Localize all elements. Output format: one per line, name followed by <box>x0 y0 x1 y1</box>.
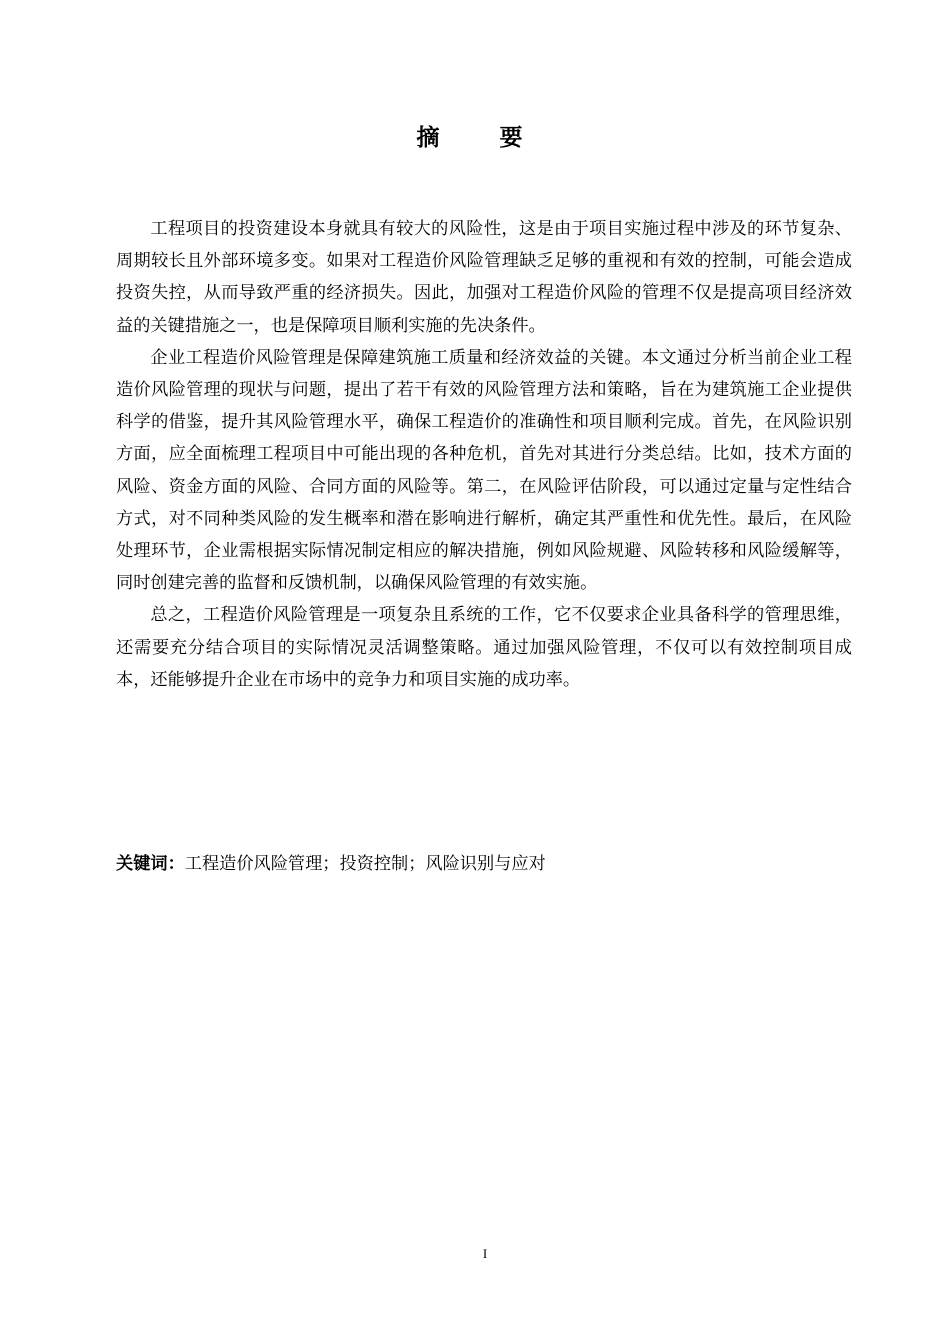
abstract-paragraph-2: 企业工程造价风险管理是保障建筑施工质量和经济效益的关键。本文通过分析当前企业工程造价风险管理的现状与问题，提出了若干有效的风险管理方法和策略，旨在为建筑施工企业提供科学的借鉴，提升其风险管理水平，确保工程造价的准确性和项目顺利完成。首先，在风险识别方面，应全面梳理工程项目中可能出现的各种危机，首先对其进行分类总结。比如，技术方面的风险、资金方面的风险、合同方面的风险等。第二，在风险评估阶段，可以通过定量与定性结合方式，对不同种类风险的发生概率和潜在影响进行解析，确定其严重性和优先性。最后，在风险处理环节，企业需根据实际情况制定相应的解决措施，例如风险规避、风险转移和风险缓解等，同时创建完善的监督和反馈机制，以确保风险管理的有效实施。 <box>116 347 852 594</box>
abstract-body <box>116 213 852 696</box>
keywords-label: 关键词： <box>116 854 185 874</box>
abstract-paragraph-1: 工程项目的投资建设本身就具有较大的风险性，这是由于项目实施过程中涉及的环节复杂、周期较长且外部环境多变。如果对工程造价风险管理缺乏足够的重视和有效的控制，可能会造成投资失控，从而导致严重的经济损失。因此，加强对工程造价风险的管理不仅是提高项目经济效益的关键措施之一，也是保障项目顺利实施的先决条件。 <box>116 219 852 336</box>
keywords-value: 工程造价风险管理；投资控制；风险识别与应对 <box>184 854 546 874</box>
page-number: I <box>482 1246 488 1261</box>
abstract-title: 摘 要 <box>416 125 549 151</box>
abstract-paragraph-3: 总之，工程造价风险管理是一项复杂且系统的工作，它不仅要求企业具备科学的管理思维，还需要充分结合项目的实际情况灵活调整策略。通过加强风险管理，不仅可以有效控制项目成本，还能够提升企业在市场中的竞争力和项目实施的成功率。 <box>116 605 852 690</box>
keywords-line <box>116 848 852 880</box>
